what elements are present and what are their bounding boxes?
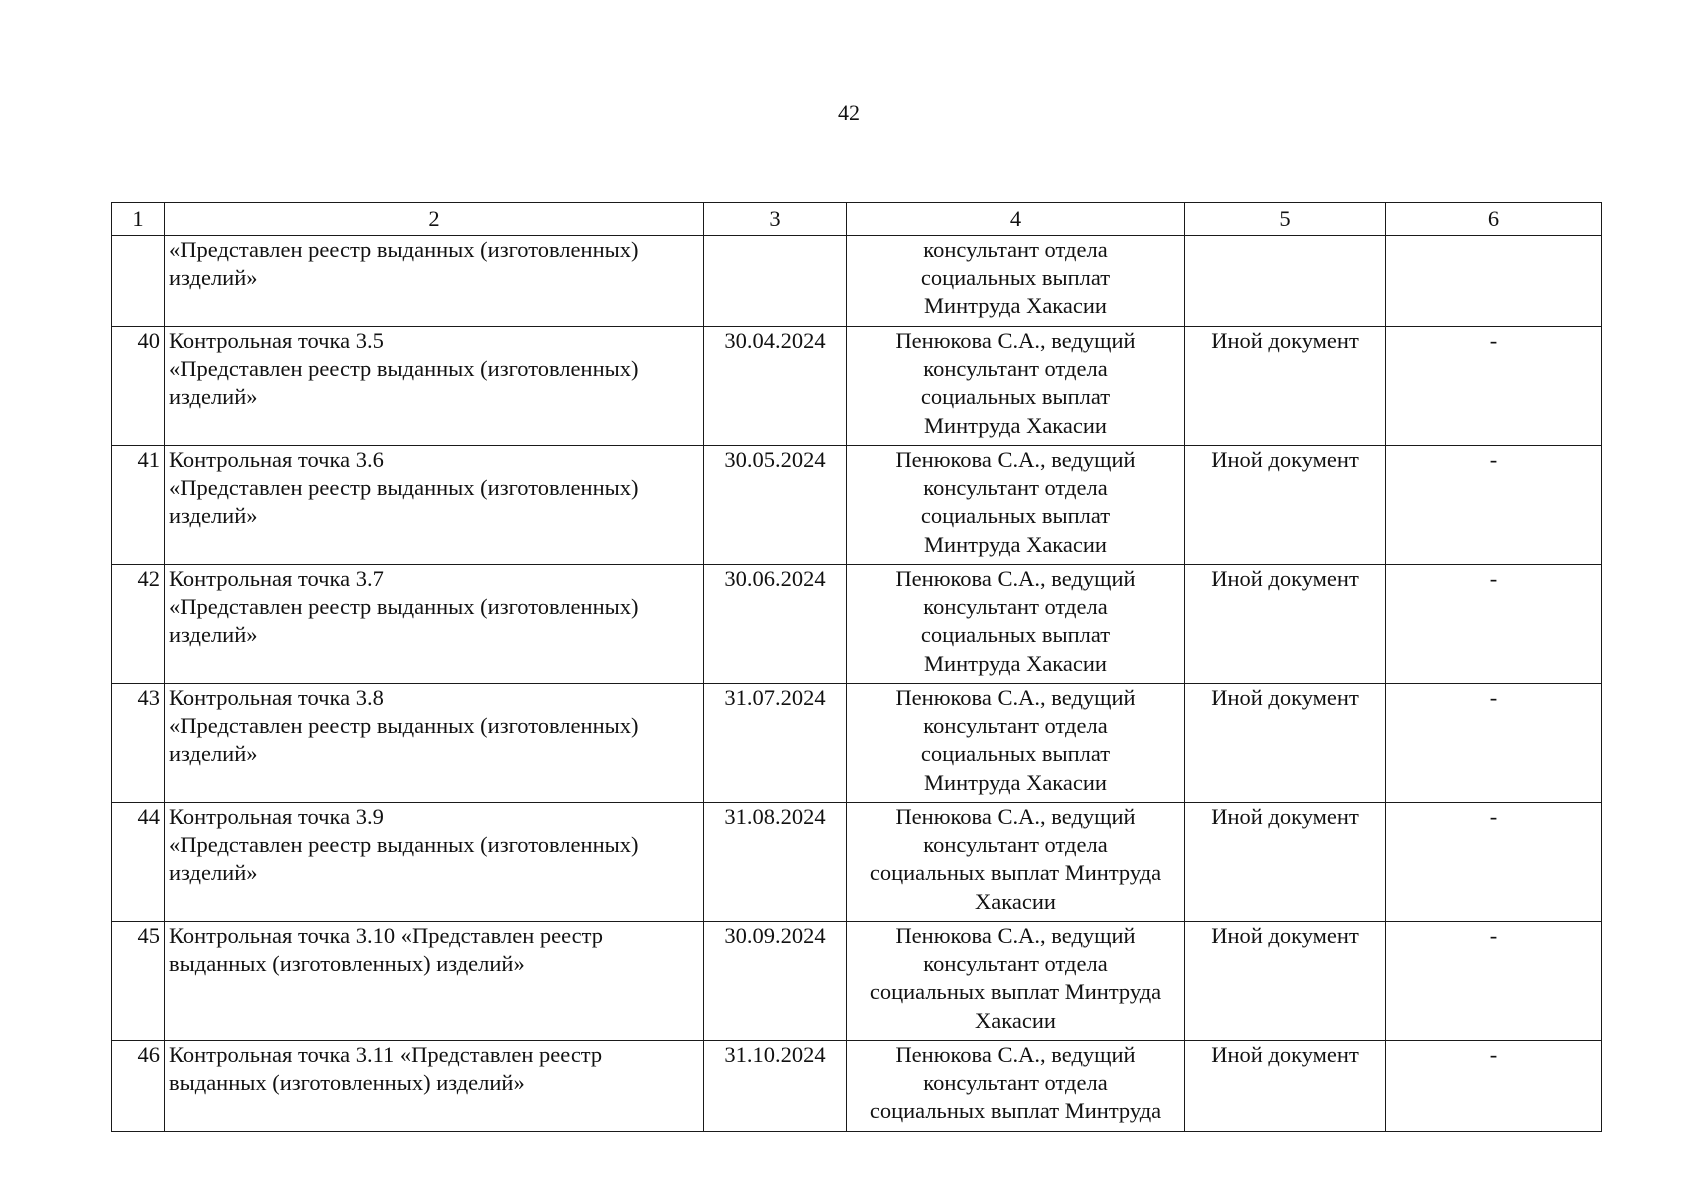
row-name: Контрольная точка 3.10 «Представлен реестр выданных (изготовленных) изделий» (165, 922, 704, 1041)
table-row (112, 1041, 1602, 1132)
row-name: «Представлен реестр выданных (изготовленных) изделий» (165, 236, 704, 327)
row-name: Контрольная точка 3.8 «Представлен реестр выданных (изготовленных) изделий» (165, 684, 704, 803)
row-note: - (1386, 922, 1602, 1041)
row-date (704, 236, 847, 327)
row-name: Контрольная точка 3.5 «Представлен реестр выданных (изготовленных) изделий» (165, 327, 704, 446)
row-note: - (1386, 565, 1602, 684)
row-name: Контрольная точка 3.6 «Представлен реестр выданных (изготовленных) изделий» (165, 446, 704, 565)
row-responsible: Пенюкова С.А., ведущий консультант отдела социальных выплат Минтруда Хакасии (847, 684, 1185, 803)
row-name: Контрольная точка 3.7 «Представлен реестр выданных (изготовленных) изделий» (165, 565, 704, 684)
table-row (112, 684, 1602, 803)
column-number-3: 3 (704, 203, 847, 236)
row-number: 46 (112, 1041, 165, 1132)
row-date: 30.06.2024 (704, 565, 847, 684)
row-document-type: Иной документ (1185, 1041, 1386, 1132)
row-note: - (1386, 446, 1602, 565)
table-row (112, 922, 1602, 1041)
row-number: 40 (112, 327, 165, 446)
row-note (1386, 236, 1602, 327)
column-number-2: 2 (165, 203, 704, 236)
row-date: 30.09.2024 (704, 922, 847, 1041)
row-document-type: Иной документ (1185, 684, 1386, 803)
row-number: 43 (112, 684, 165, 803)
row-document-type: Иной документ (1185, 327, 1386, 446)
row-note: - (1386, 684, 1602, 803)
row-responsible: Пенюкова С.А., ведущий консультант отдела социальных выплат Минтруда Хакасии (847, 565, 1185, 684)
row-responsible: Пенюкова С.А., ведущий консультант отдела социальных выплат Минтруда Хакасии (847, 922, 1185, 1041)
table-row (112, 565, 1602, 684)
row-note: - (1386, 327, 1602, 446)
row-name: Контрольная точка 3.11 «Представлен реестр выданных (изготовленных) изделий» (165, 1041, 704, 1132)
table-row (112, 446, 1602, 565)
row-responsible: Пенюкова С.А., ведущий консультант отдела социальных выплат Минтруда (847, 1041, 1185, 1132)
page-number: 42 (838, 100, 860, 125)
control-points-table (111, 202, 1602, 1132)
column-number-6: 6 (1386, 203, 1602, 236)
table-row (112, 236, 1602, 327)
row-responsible: Пенюкова С.А., ведущий консультант отдела социальных выплат Минтруда Хакасии (847, 803, 1185, 922)
table-row (112, 327, 1602, 446)
row-date: 30.04.2024 (704, 327, 847, 446)
row-document-type: Иной документ (1185, 922, 1386, 1041)
row-date: 31.08.2024 (704, 803, 847, 922)
row-date: 31.10.2024 (704, 1041, 847, 1132)
row-responsible: Пенюкова С.А., ведущий консультант отдела социальных выплат Минтруда Хакасии (847, 446, 1185, 565)
row-document-type: Иной документ (1185, 565, 1386, 684)
row-note: - (1386, 1041, 1602, 1132)
column-number-4: 4 (847, 203, 1185, 236)
row-date: 31.07.2024 (704, 684, 847, 803)
row-document-type: Иной документ (1185, 446, 1386, 565)
column-number-5: 5 (1185, 203, 1386, 236)
column-number-1: 1 (112, 203, 165, 236)
row-responsible: Пенюкова С.А., ведущий консультант отдела социальных выплат Минтруда Хакасии (847, 327, 1185, 446)
table-row (112, 803, 1602, 922)
row-name: Контрольная точка 3.9 «Представлен реестр выданных (изготовленных) изделий» (165, 803, 704, 922)
row-number: 41 (112, 446, 165, 565)
row-note: - (1386, 803, 1602, 922)
row-date: 30.05.2024 (704, 446, 847, 565)
row-document-type: Иной документ (1185, 803, 1386, 922)
row-number: 42 (112, 565, 165, 684)
row-responsible: консультант отдела социальных выплат Минтруда Хакасии (847, 236, 1185, 327)
row-document-type (1185, 236, 1386, 327)
row-number: 45 (112, 922, 165, 1041)
table-header-row (112, 203, 1602, 236)
row-number: 44 (112, 803, 165, 922)
row-number (112, 236, 165, 327)
